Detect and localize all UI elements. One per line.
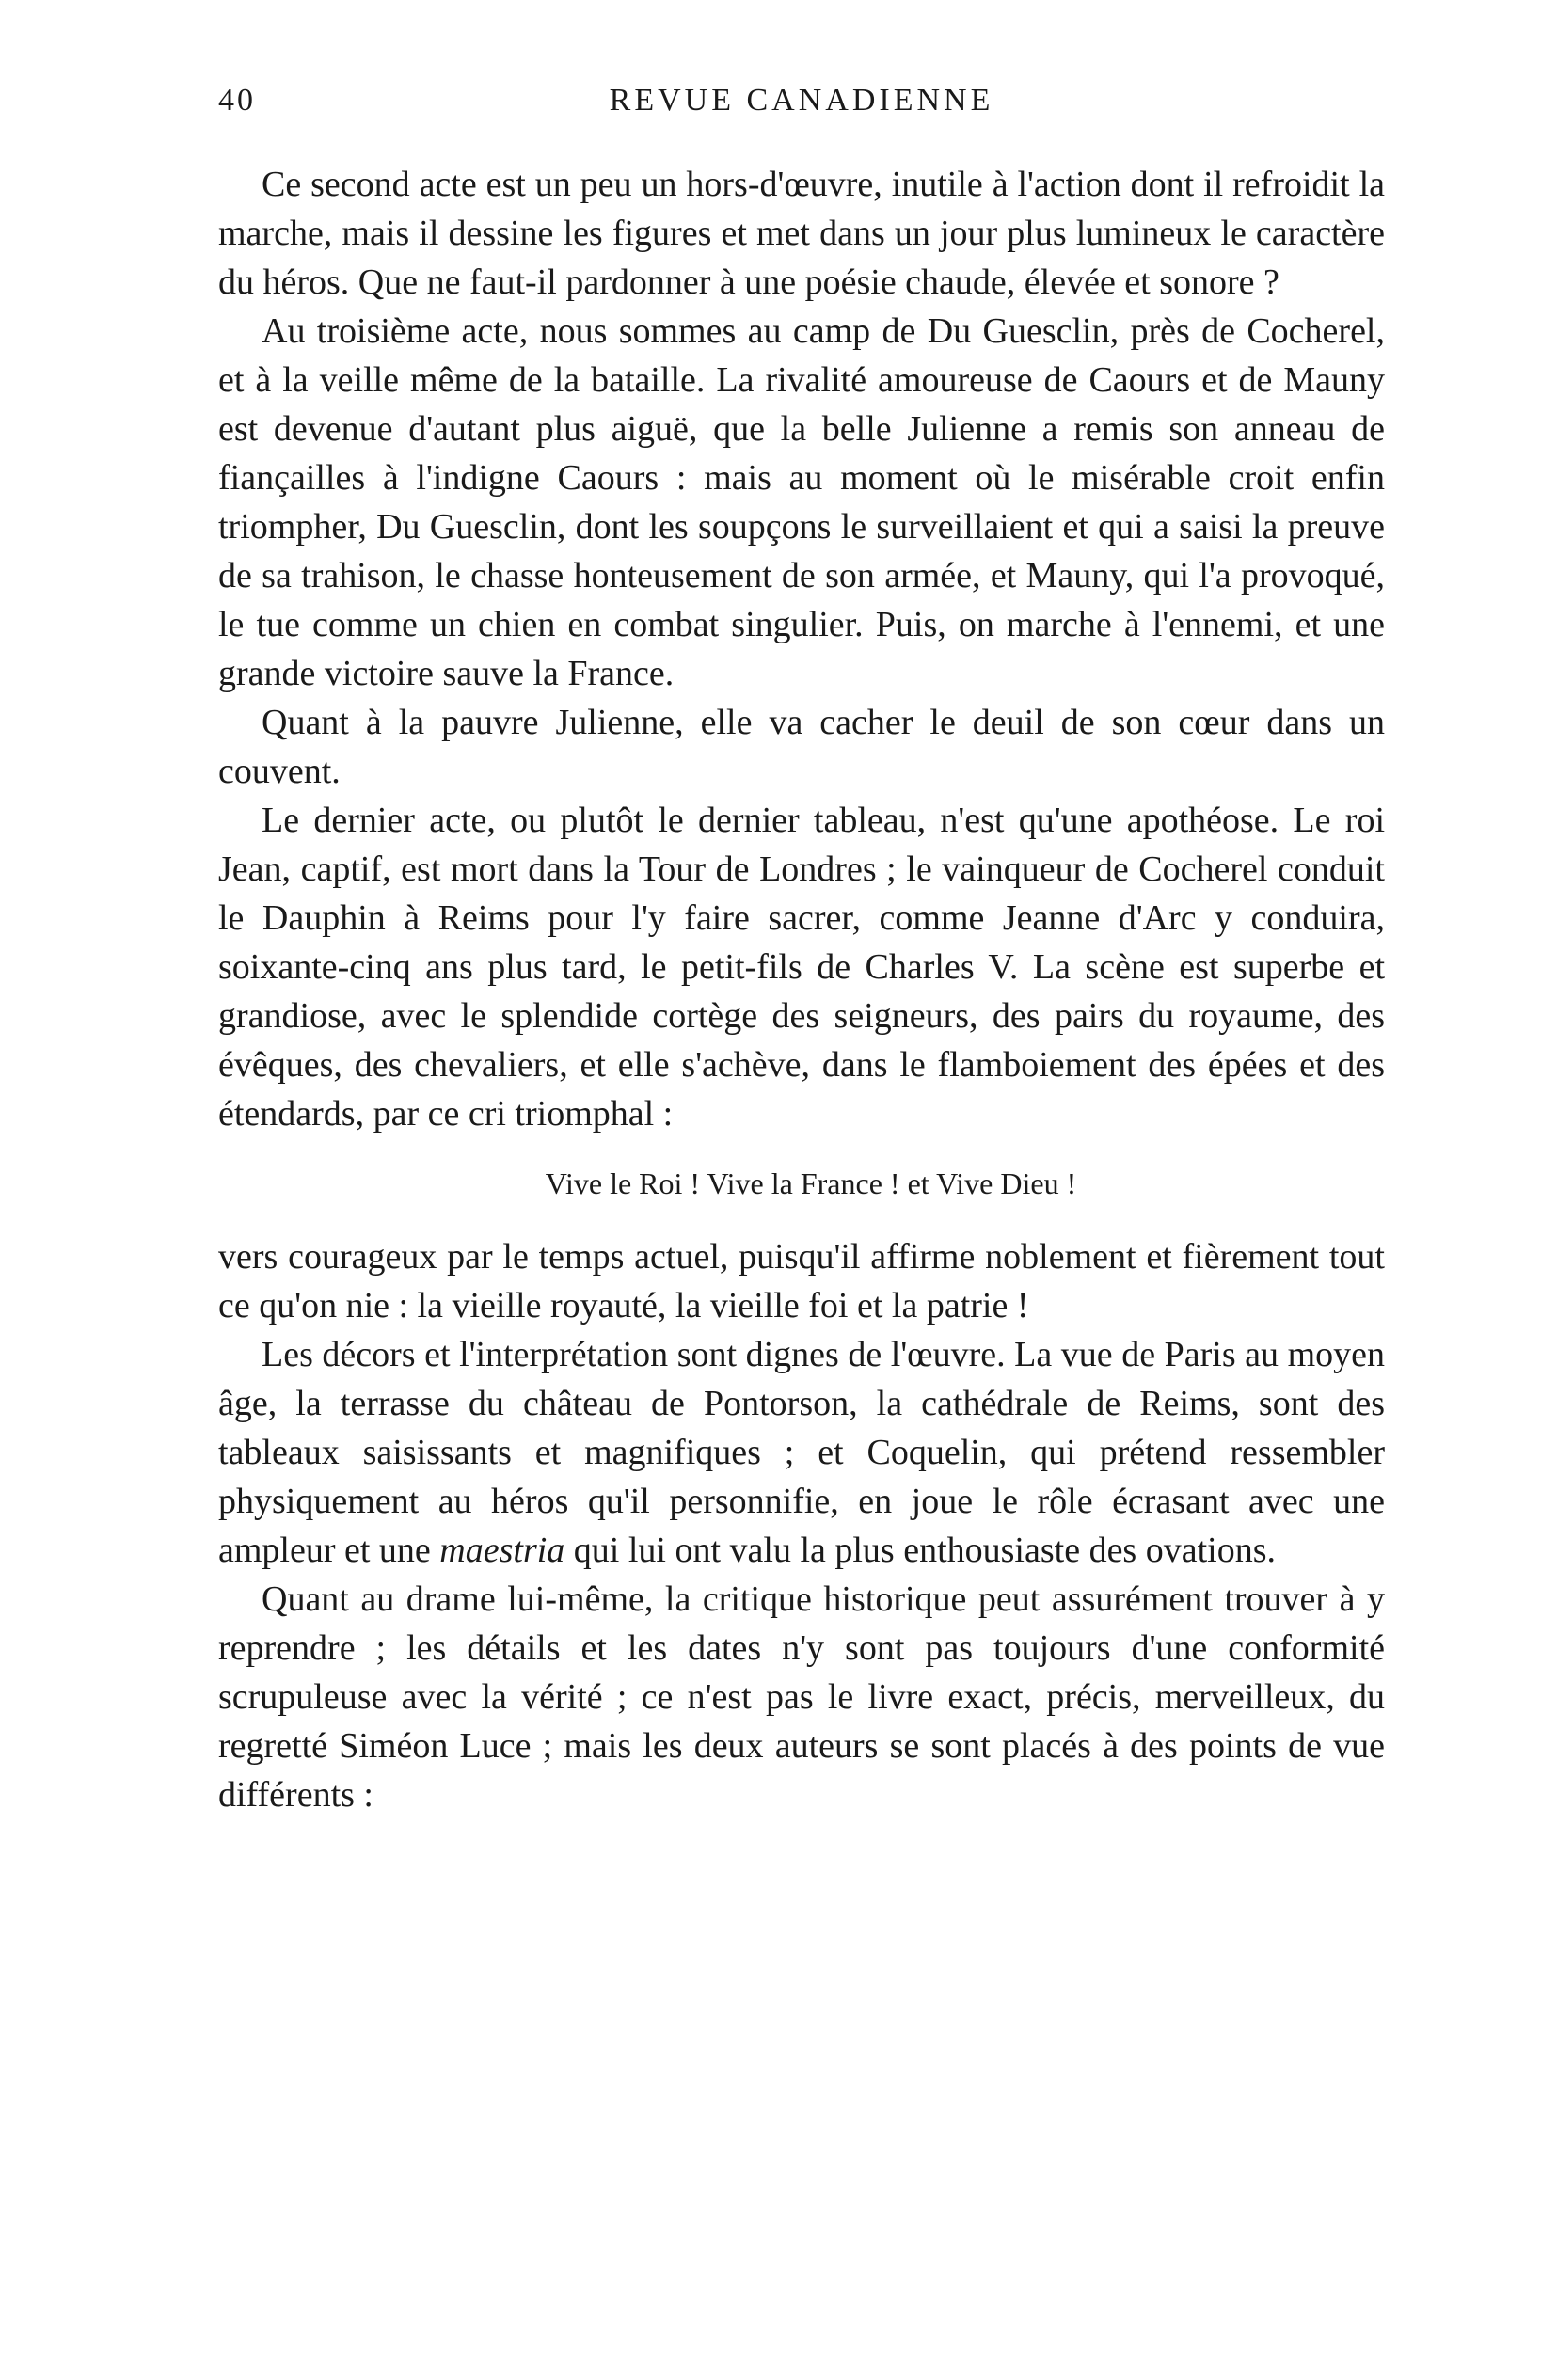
paragraph-decors (218, 1330, 1385, 1575)
decors-text-end: qui lui ont valu la plus enthousiaste des ovations. (573, 1531, 1276, 1570)
decors-text-start: Les décors et l'interprétation sont dignes de l'œuvre. La vue de Paris au moyen âge, la terrasse du château de Pontorson, la cathédrale de Reims, sont des tableaux saisissants et magnifiques ; et Coquelin, qui prétend ressembler physiquement au héros qu'il personnifie, en joue le rôle écrasant avec une ampleur et une (218, 1335, 1385, 1570)
page-number: 40 (218, 83, 256, 118)
journal-title: REVUE CANADIENNE (609, 83, 994, 118)
italic-word: maestria (439, 1531, 565, 1570)
running-head (218, 83, 1385, 139)
paragraph-after-verse: vers courageux par le temps actuel, puisqu'il affirme noblement et fièrement tout ce qu'on nie : la vieille royauté, la vieille foi et la patrie ! (218, 1237, 1385, 1325)
paragraph-third-act: Au troisième acte, nous sommes au camp de Du Guesclin, près de Cocherel, et à la veille même de la bataille. La rivalité amoureuse de Caours et de Mauny est devenue d'autant plus aiguë, que la belle Julienne a remis son anneau de fiançailles à l'indigne Caours : mais au moment où le misérable croit enfin triompher, Du Guesclin, dont les soupçons le surveillaient et qui a saisi la preuve de sa trahison, le chasse honteusement de son armée, et Mauny, qui l'a provoqué, le tue comme un chien en combat singulier. Puis, on marche à l'ennemi, et une grande victoire sauve la France. (218, 311, 1385, 693)
quoted-verse: Vive le Roi ! Vive la France ! et Vive Dieu ! (545, 1166, 1077, 1200)
paragraph-last-act: Le dernier acte, ou plutôt le dernier tableau, n'est qu'une apothéose. Le roi Jean, captif, est mort dans la Tour de Londres ; le vainqueur de Cocherel conduit le Dauphin à Reims pour l'y faire sacrer, comme Jeanne d'Arc y conduira, soixante-cinq ans plus tard, le petit-fils de Charles V. La scène est superbe et grandiose, avec le splendide cortège des seigneurs, des pairs du royaume, des évêques, des chevaliers, et elle s'achève, dans le flamboiement des épées et des étendards, par ce cri triomphal : (218, 801, 1385, 1134)
book-page (218, 83, 1385, 1819)
paragraph-julienne: Quant à la pauvre Julienne, elle va cacher le deuil de son cœur dans un couvent. (218, 703, 1385, 791)
paragraph-second-act: Ce second acte est un peu un hors-d'œuvre, inutile à l'action dont il refroidit la marche, mais il dessine les figures et met dans un jour plus lumineux le caractère du héros. Que ne faut-il pardonner à une poésie chaude, élevée et sonore ? (218, 165, 1385, 302)
article-body (218, 160, 1385, 1819)
paragraph-drama: Quant au drame lui-même, la critique historique peut assurément trouver à y reprendre ; les détails et les dates n'y sont pas toujours d'une conformité scrupuleuse avec la vérité ; ce n'est pas le livre exact, précis, merveilleux, du regretté Siméon Luce ; mais les deux auteurs se sont placés à des points de vue différents : (218, 1579, 1385, 1815)
